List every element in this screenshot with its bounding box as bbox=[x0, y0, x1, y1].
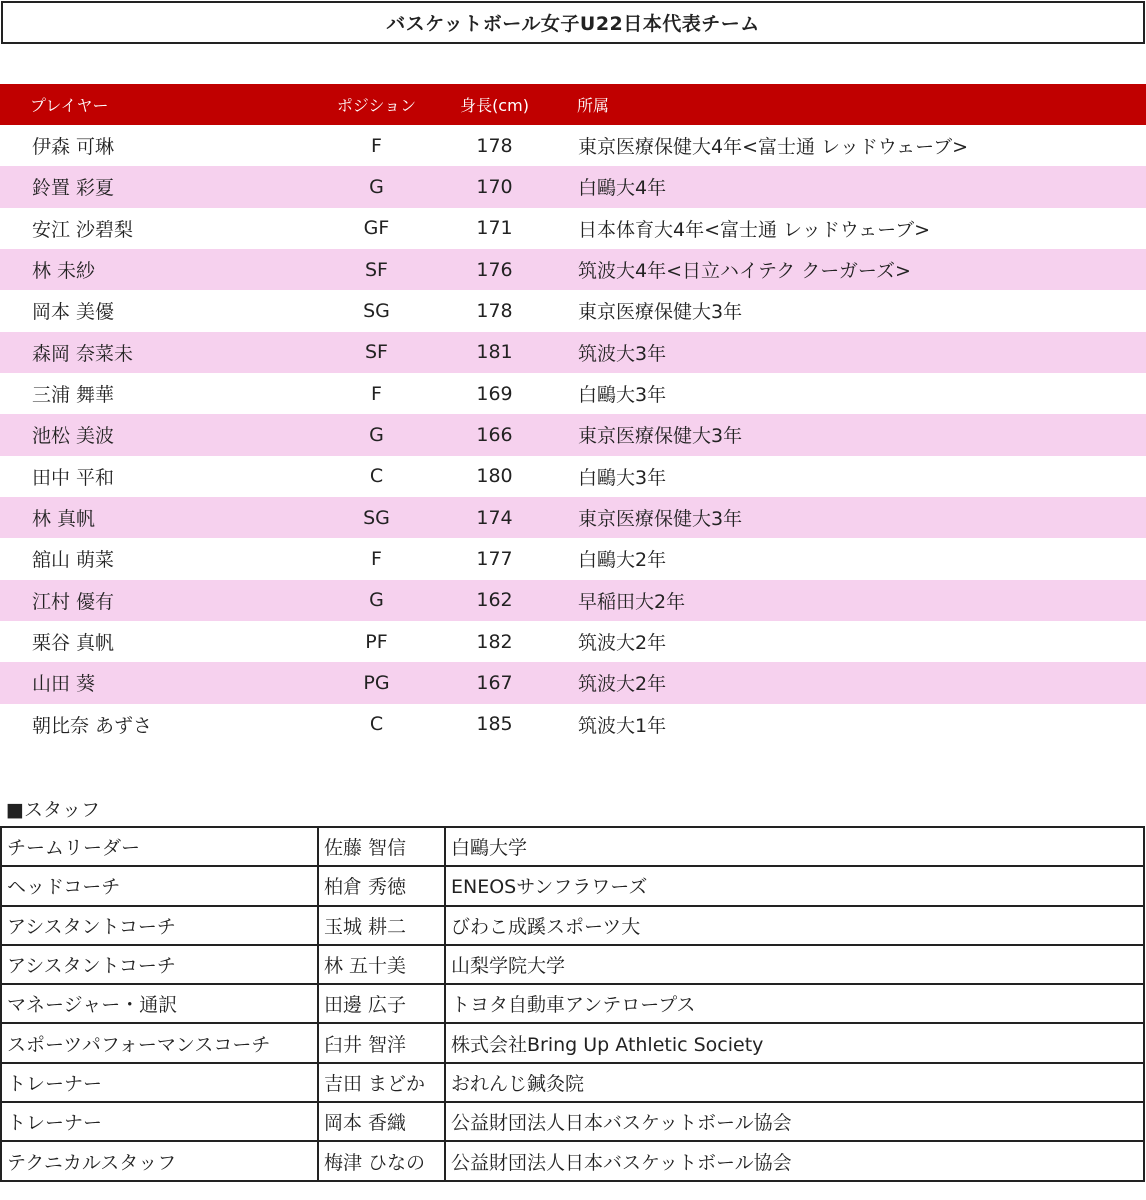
player-name: 林 真帆 bbox=[0, 497, 330, 538]
staff-role: マネージャー・通訳 bbox=[1, 984, 318, 1023]
staff-row bbox=[1, 984, 1144, 1023]
player-affiliation: 東京医療保健大3年 bbox=[566, 497, 1146, 538]
player-name: 池松 美波 bbox=[0, 414, 330, 455]
player-row bbox=[0, 456, 1146, 497]
player-height: 174 bbox=[423, 497, 566, 538]
staff-row bbox=[1, 866, 1144, 905]
player-position: C bbox=[369, 713, 384, 736]
header-affiliation: 所属 bbox=[566, 84, 1146, 125]
player-name: 山田 葵 bbox=[0, 662, 330, 703]
player-position: SG bbox=[330, 497, 423, 538]
player-height: 176 bbox=[423, 249, 566, 290]
player-name: 栗谷 真帆 bbox=[32, 632, 115, 655]
player-row bbox=[0, 332, 1146, 373]
players-table bbox=[0, 84, 1146, 745]
player-row bbox=[0, 166, 1146, 207]
player-height: 162 bbox=[423, 580, 566, 621]
player-name: 鈴置 彩夏 bbox=[0, 166, 330, 207]
staff-role: スポーツパフォーマンスコーチ bbox=[1, 1023, 318, 1062]
player-position: G bbox=[330, 166, 423, 207]
page-title: バスケットボール女子U22日本代表チーム bbox=[1, 1, 1145, 44]
player-affiliation: 日本体育大4年<富士通 レッドウェーブ> bbox=[578, 218, 931, 241]
staff-affiliation: 白鷗大学 bbox=[445, 827, 1144, 866]
header-position: ポジション bbox=[330, 84, 423, 125]
player-position: PG bbox=[330, 662, 423, 703]
staff-row bbox=[1, 1023, 1144, 1062]
player-position: SG bbox=[363, 299, 390, 322]
staff-name: 岡本 香織 bbox=[318, 1102, 445, 1141]
header-height: 身長(cm) bbox=[423, 84, 566, 125]
player-position: SF bbox=[330, 332, 423, 373]
staff-role: アシスタントコーチ bbox=[1, 906, 318, 945]
staff-affiliation: 株式会社Bring Up Athletic Society bbox=[445, 1023, 1144, 1062]
player-name: 岡本 美優 bbox=[32, 301, 115, 324]
staff-affiliation: びわこ成蹊スポーツ大 bbox=[445, 906, 1144, 945]
staff-name: 林 五十美 bbox=[318, 945, 445, 984]
staff-row bbox=[1, 1141, 1144, 1180]
player-name: 安江 沙碧梨 bbox=[32, 218, 134, 241]
players-header-row bbox=[0, 84, 1146, 125]
player-height: 185 bbox=[476, 713, 513, 736]
staff-affiliation: 公益財団法人日本バスケットボール協会 bbox=[445, 1141, 1144, 1180]
staff-name: 玉城 耕二 bbox=[318, 906, 445, 945]
staff-name: 田邊 広子 bbox=[318, 984, 445, 1023]
player-affiliation: 東京医療保健大3年 bbox=[578, 301, 743, 324]
player-position: C bbox=[369, 465, 384, 488]
player-height: 167 bbox=[423, 662, 566, 703]
player-height: 180 bbox=[476, 465, 513, 488]
player-affiliation: 白鷗大3年 bbox=[578, 466, 667, 489]
player-height: 178 bbox=[476, 299, 513, 322]
player-row bbox=[0, 208, 1146, 249]
player-name: 伊森 可琳 bbox=[32, 136, 115, 159]
staff-name: 柏倉 秀徳 bbox=[318, 866, 445, 905]
player-affiliation: 筑波大4年<日立ハイテク クーガーズ> bbox=[566, 249, 1146, 290]
player-height: 170 bbox=[423, 166, 566, 207]
staff-affiliation: 公益財団法人日本バスケットボール協会 bbox=[445, 1102, 1144, 1141]
player-name: 林 未紗 bbox=[0, 249, 330, 290]
player-position: F bbox=[371, 547, 382, 570]
staff-role: トレーナー bbox=[1, 1102, 318, 1141]
staff-affiliation: ENEOSサンフラワーズ bbox=[445, 866, 1144, 905]
player-height: 181 bbox=[423, 332, 566, 373]
staff-row bbox=[1, 1102, 1144, 1141]
staff-name: 吉田 まどか bbox=[318, 1063, 445, 1102]
player-height: 166 bbox=[423, 414, 566, 455]
player-row bbox=[0, 290, 1146, 331]
player-name: 田中 平和 bbox=[32, 466, 115, 489]
staff-role: ヘッドコーチ bbox=[1, 866, 318, 905]
player-position: PF bbox=[365, 630, 388, 653]
staff-table bbox=[0, 826, 1145, 1182]
player-name: 三浦 舞華 bbox=[32, 384, 115, 407]
player-row bbox=[0, 621, 1146, 662]
player-affiliation: 筑波大1年 bbox=[578, 714, 667, 737]
player-name: 森岡 奈菜未 bbox=[0, 332, 330, 373]
player-row bbox=[0, 497, 1146, 538]
staff-row bbox=[1, 1063, 1144, 1102]
player-row bbox=[0, 373, 1146, 414]
player-affiliation: 白鷗大4年 bbox=[566, 166, 1146, 207]
staff-role: アシスタントコーチ bbox=[1, 945, 318, 984]
player-height: 182 bbox=[476, 630, 513, 653]
player-row bbox=[0, 580, 1146, 621]
player-position: SF bbox=[330, 249, 423, 290]
player-affiliation: 東京医療保健大4年<富士通 レッドウェーブ> bbox=[578, 136, 969, 159]
player-affiliation: 筑波大3年 bbox=[566, 332, 1146, 373]
player-row bbox=[0, 249, 1146, 290]
staff-heading: ■スタッフ bbox=[6, 799, 100, 821]
staff-role: トレーナー bbox=[1, 1063, 318, 1102]
player-affiliation: 筑波大2年 bbox=[578, 632, 667, 655]
player-row bbox=[0, 662, 1146, 703]
staff-role: チームリーダー bbox=[1, 827, 318, 866]
staff-row bbox=[1, 945, 1144, 984]
player-name: 江村 優有 bbox=[0, 580, 330, 621]
player-position: F bbox=[371, 382, 382, 405]
player-name: 朝比奈 あずさ bbox=[32, 714, 153, 737]
player-affiliation: 筑波大2年 bbox=[566, 662, 1146, 703]
player-affiliation: 東京医療保健大3年 bbox=[566, 414, 1146, 455]
player-affiliation: 白鷗大3年 bbox=[578, 384, 667, 407]
staff-row bbox=[1, 827, 1144, 866]
header-player: プレイヤー bbox=[0, 84, 330, 125]
player-name: 舘山 萌菜 bbox=[32, 549, 115, 572]
player-affiliation: 早稲田大2年 bbox=[566, 580, 1146, 621]
player-position: G bbox=[330, 580, 423, 621]
player-position: F bbox=[371, 134, 382, 157]
staff-name: 佐藤 智信 bbox=[318, 827, 445, 866]
staff-row bbox=[1, 906, 1144, 945]
player-row bbox=[0, 125, 1146, 166]
player-row bbox=[0, 414, 1146, 455]
player-height: 169 bbox=[476, 382, 513, 405]
staff-affiliation: 山梨学院大学 bbox=[445, 945, 1144, 984]
staff-affiliation: トヨタ自動車アンテロープス bbox=[445, 984, 1144, 1023]
player-row bbox=[0, 704, 1146, 745]
staff-role: テクニカルスタッフ bbox=[1, 1141, 318, 1180]
player-height: 178 bbox=[476, 134, 513, 157]
player-row bbox=[0, 538, 1146, 579]
player-position: GF bbox=[363, 217, 390, 240]
player-height: 171 bbox=[476, 217, 513, 240]
player-position: G bbox=[330, 414, 423, 455]
staff-affiliation: おれんじ鍼灸院 bbox=[445, 1063, 1144, 1102]
player-affiliation: 白鷗大2年 bbox=[578, 549, 667, 572]
staff-name: 梅津 ひなの bbox=[318, 1141, 445, 1180]
player-height: 177 bbox=[476, 547, 513, 570]
staff-name: 臼井 智洋 bbox=[318, 1023, 445, 1062]
